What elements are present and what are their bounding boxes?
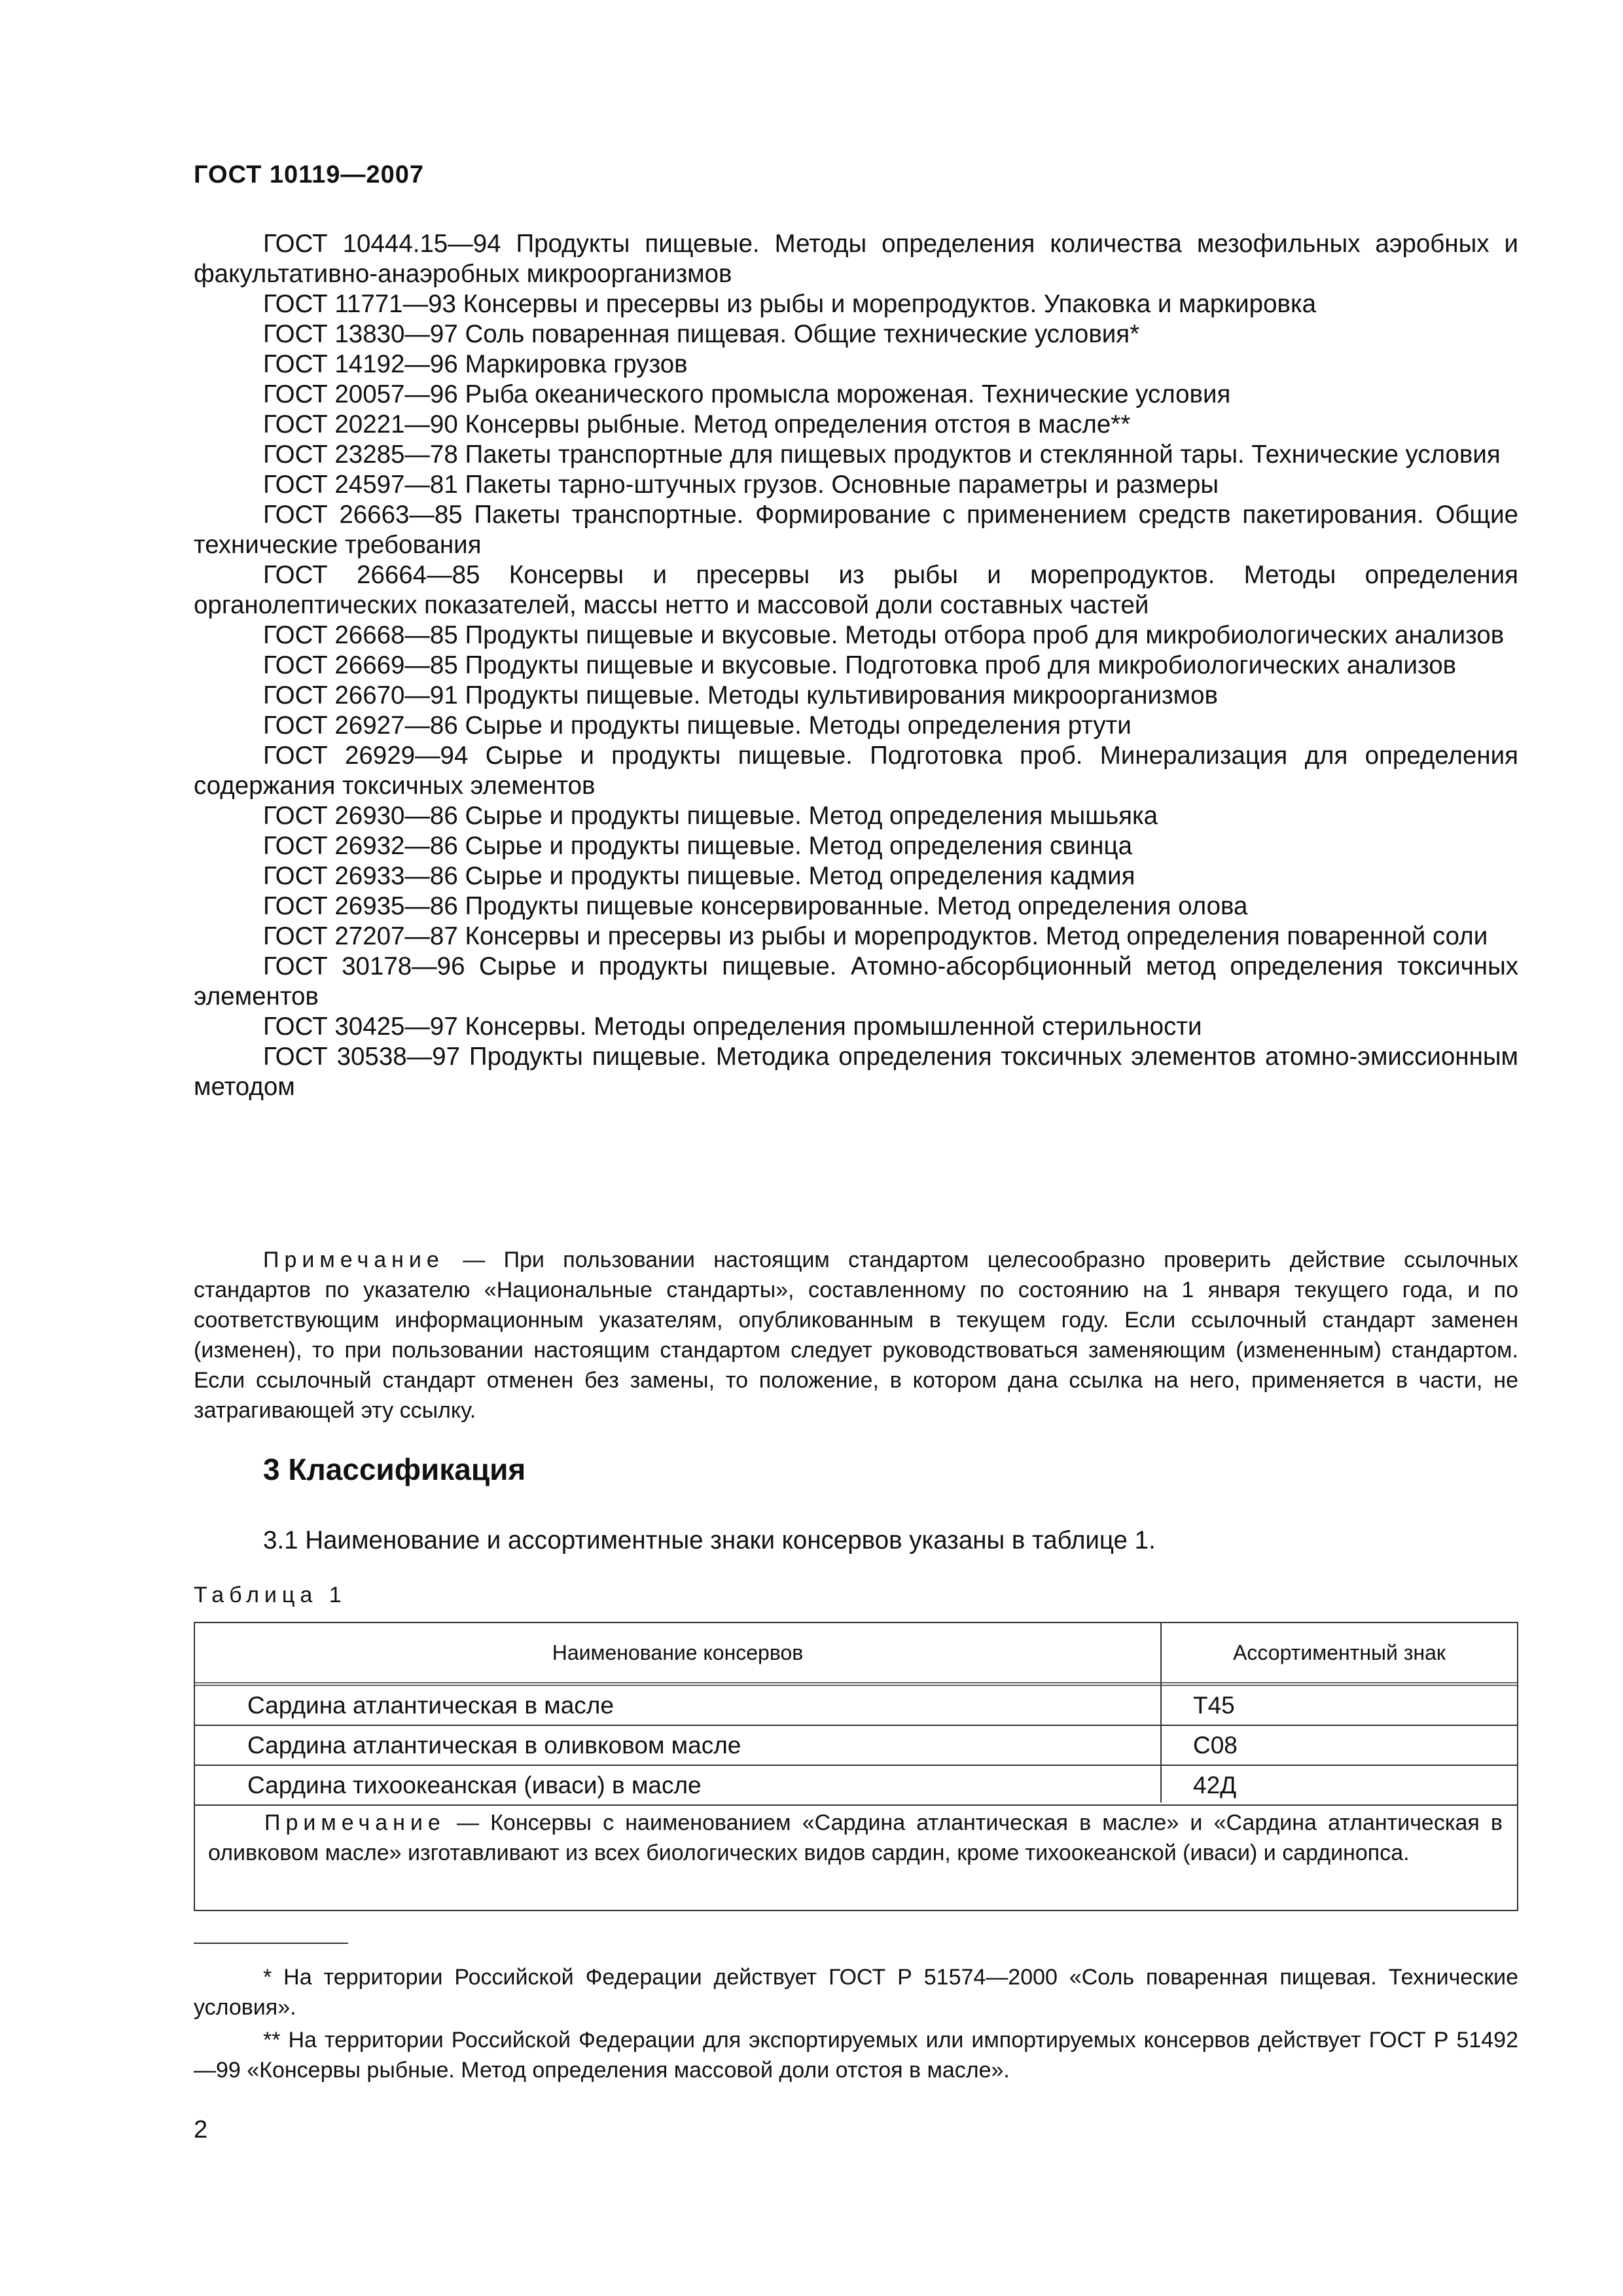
classification-table — [194, 1622, 1518, 1911]
table-row — [195, 1766, 1517, 1806]
footnote-separator — [194, 1943, 348, 1944]
header-code: Ассортиментный знак — [1233, 1641, 1446, 1664]
normative-references-list — [194, 229, 1518, 1102]
cell-code: С08 — [1193, 1732, 1238, 1759]
page-number: 2 — [194, 2116, 208, 2144]
cell-name: Сардина тихоокеанская (иваси) в масле — [247, 1772, 702, 1799]
header-name: Наименование консервов — [552, 1641, 804, 1664]
reference-item: ГОСТ 26669—85 Продукты пищевые и вкусовые. Подготовка проб для микробиологических анализов — [263, 651, 1457, 679]
reference-item: ГОСТ 26935—86 Продукты пищевые консервированные. Метод определения олова — [263, 892, 1248, 920]
reference-item: ГОСТ 20057—96 Рыба океанического промысла мороженая. Технические условия — [263, 380, 1231, 408]
reference-item: ГОСТ 11771—93 Консервы и пресервы из рыбы и морепродуктов. Упаковка и маркировка — [263, 290, 1317, 318]
reference-item: ГОСТ 27207—87 Консервы и пресервы из рыбы и морепродуктов. Метод определения поваренной соли — [263, 922, 1488, 950]
table-note — [208, 1808, 1503, 1868]
running-header: ГОСТ 10119—2007 — [194, 161, 424, 188]
reference-item: ГОСТ 24597—81 Пакеты тарно-штучных грузов. Основные параметры и размеры — [263, 471, 1219, 499]
reference-item: ГОСТ 20221—90 Консервы рыбные. Метод определения отстоя в масле** — [263, 410, 1131, 439]
note-text: — При пользовании настоящим стандартом целесообразно проверить действие ссылочных стандартов по указателю «Национальные стандарты», составленному по состоянию на 1 января текущего года, и по соответствующим информационным указателям, опубликованным в текущем году. Если ссылочный стандарт заменен (изменен), то при пользовании настоящим стандартом следует руководствоваться заменяющим (измененным) стандартом. Если ссылочный стандарт отменен без замены, то положение, в котором дана ссылка на него, применяется в части, не затрагивающей эту ссылку. — [194, 1247, 1518, 1423]
reference-item: ГОСТ 26664—85 Консервы и пресервы из рыбы и морепродуктов. Методы определения органолептических показателей, массы нетто и массовой доли составных частей — [194, 561, 1518, 619]
cell-code: Т45 — [1193, 1692, 1235, 1719]
reference-item: ГОСТ 26668—85 Продукты пищевые и вкусовые. Методы отбора проб для микробиологических анализов — [263, 621, 1505, 649]
reference-item: ГОСТ 26933—86 Сырье и продукты пищевые. Метод определения кадмия — [263, 862, 1135, 890]
reference-item: ГОСТ 26927—86 Сырье и продукты пищевые. Методы определения ртути — [263, 711, 1132, 740]
reference-item: ГОСТ 26932—86 Сырье и продукты пищевые. Метод определения свинца — [263, 832, 1132, 860]
reference-item: ГОСТ 26663—85 Пакеты транспортные. Формирование с применением средств пакетирования. Общие технические требования — [194, 501, 1518, 559]
reference-item: ГОСТ 30178—96 Сырье и продукты пищевые. Атомно-абсорбционный метод определения токсичных элементов — [194, 952, 1518, 1011]
table-row — [195, 1686, 1517, 1726]
reference-item: ГОСТ 26930—86 Сырье и продукты пищевые. Метод определения мышьяка — [263, 802, 1158, 830]
reference-item: ГОСТ 26670—91 Продукты пищевые. Методы культивирования микроорганизмов — [263, 681, 1218, 709]
table-note-text: — Консервы с наименованием «Сардина атлантическая в масле» и «Сардина атлантическая в оливковом масле» изготавливают из всех биологических видов сардин, кроме тихоокеанской (иваси) и сардинопса. — [208, 1810, 1503, 1865]
document-page — [194, 0, 1518, 2296]
reference-item: ГОСТ 10444.15—94 Продукты пищевые. Методы определения количества мезофильных аэробных и факультативно-анаэробных микроорганизмов — [194, 230, 1518, 288]
table-caption: Таблица 1 — [194, 1583, 347, 1607]
footnote: * На территории Российской Федерации действует ГОСТ Р 51574—2000 «Соль поваренная пищевая. Технические условия». — [194, 1965, 1518, 2020]
reference-item: ГОСТ 30538—97 Продукты пищевые. Методика определения токсичных элементов атомно-эмиссионным методом — [194, 1043, 1518, 1101]
reference-item: ГОСТ 26929—94 Сырье и продукты пищевые. Подготовка проб. Минерализация для определения содержания токсичных элементов — [194, 742, 1518, 800]
footnote: ** На территории Российской Федерации для экспортируемых или импортируемых консервов действует ГОСТ Р 51492—99 «Консервы рыбные. Метод определения массовой доли отстоя в масле». — [194, 2028, 1518, 2083]
table-note-label: Примечание — [264, 1810, 446, 1835]
reference-item: ГОСТ 14192—96 Маркировка грузов — [263, 350, 688, 378]
table-header-row — [195, 1623, 1517, 1686]
section-heading: 3 Классификация — [263, 1452, 526, 1486]
cell-name: Сардина атлантическая в масле — [247, 1692, 614, 1719]
cell-code: 42Д — [1193, 1772, 1237, 1799]
clause-text: 3.1 Наименование и ассортиментные знаки консервов указаны в таблице 1. — [263, 1526, 1156, 1554]
reference-item: ГОСТ 23285—78 Пакеты транспортные для пищевых продуктов и стеклянной тары. Технические условия — [263, 440, 1501, 469]
reference-item: ГОСТ 13830—97 Соль поваренная пищевая. Общие технические условия* — [263, 320, 1140, 348]
reference-item: ГОСТ 30425—97 Консервы. Методы определения промышленной стерильности — [263, 1013, 1202, 1041]
references-note — [194, 1245, 1518, 1426]
note-label: Примечание — [263, 1247, 444, 1272]
table-row — [195, 1726, 1517, 1766]
footnotes — [194, 1962, 1518, 2088]
cell-name: Сардина атлантическая в оливковом масле — [247, 1732, 741, 1759]
